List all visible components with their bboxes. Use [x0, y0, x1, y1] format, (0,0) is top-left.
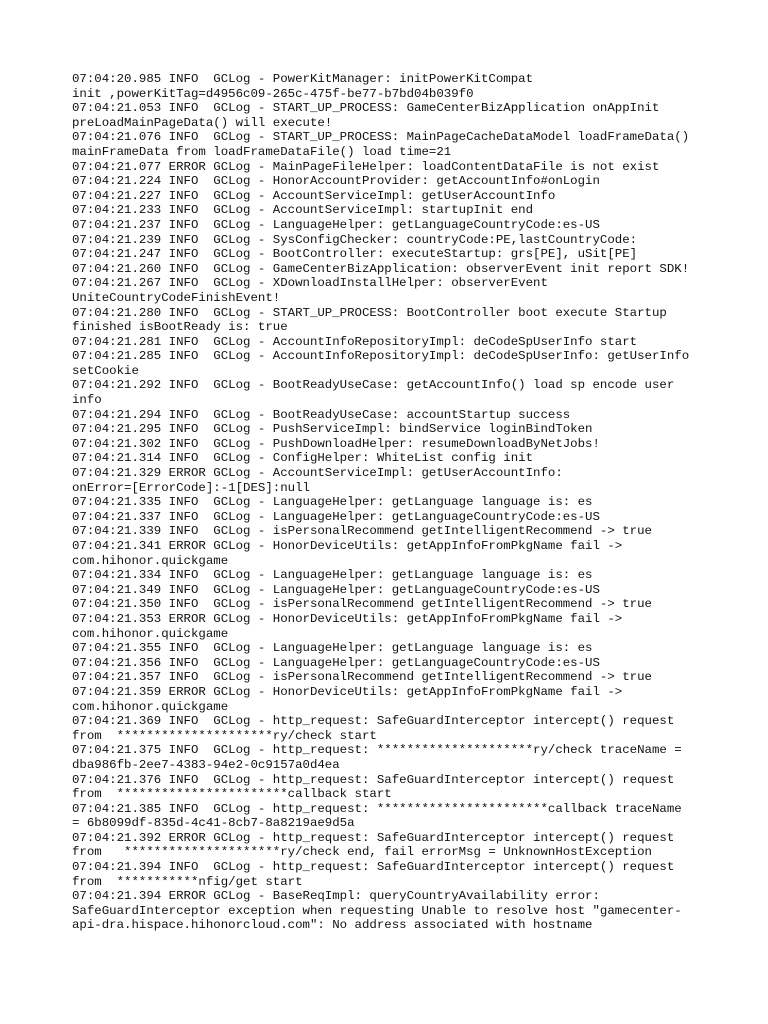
- log-line: 07:04:21.341 ERROR GCLog - HonorDeviceUtils: getAppInfoFromPkgName fail ->: [72, 539, 623, 553]
- log-line: 07:04:21.233 INFO GCLog - AccountServiceImpl: startupInit end: [72, 203, 534, 218]
- log-line: 07:04:20.985 INFO GCLog - PowerKitManager: initPowerKitCompat: [72, 72, 534, 86]
- log-line: 07:04:21.260 INFO GCLog - GameCenterBizApplication: observerEvent init report SDK!: [72, 261, 690, 276]
- log-line: 07:04:21.394 ERROR GCLog - BaseReqImpl: queryCountryAvailability error:: [72, 889, 600, 904]
- log-line: mainFrameData from loadFrameDataFile() load time=21: [72, 144, 452, 159]
- log-line: init ,powerKitTag=d4956c09-265c-475f-be77-b7bd04b039f0: [72, 86, 474, 101]
- log-line: 07:04:21.285 INFO GCLog - AccountInfoRepositoryImpl: deCodeSpUserInfo: getUserInfo: [72, 349, 690, 364]
- log-line: 07:04:21.224 INFO GCLog - HonorAccountProvider: getAccountInfo#onLogin: [72, 174, 600, 189]
- log-line: 07:04:21.227 INFO GCLog - AccountServiceImpl: getUserAccountInfo: [72, 188, 556, 203]
- log-line: dba986fb-2ee7-4383-94e2-0c9157a0d4ea: [72, 757, 340, 772]
- log-line: 07:04:21.314 INFO GCLog - ConfigHelper: WhiteList config init: [72, 451, 534, 466]
- log-line: 07:04:21.376 INFO GCLog - http_request: SafeGuardInterceptor intercept() request: [72, 772, 675, 787]
- log-line: 07:04:21.359 ERROR GCLog - HonorDeviceUtils: getAppInfoFromPkgName fail ->: [72, 684, 623, 699]
- log-line: from ***********nfig/get start: [72, 874, 303, 889]
- log-line: from *********************ry/check end, fail errorMsg = UnknownHostException: [72, 845, 652, 860]
- log-line: com.hihonor.quickgame: [72, 626, 229, 641]
- log-line: 07:04:21.353 ERROR GCLog - HonorDeviceUtils: getAppInfoFromPkgName fail ->: [72, 611, 623, 626]
- log-line: SafeGuardInterceptor exception when requesting Unable to resolve host "gamecenter-: [72, 903, 682, 918]
- log-line: api-dra.hispace.hihonorcloud.com": No address associated with hostname: [72, 918, 593, 933]
- log-line: onError=[ErrorCode]:-1[DES]:null: [72, 480, 310, 495]
- log-line: info: [72, 393, 102, 408]
- log-line: from *********************ry/check start: [72, 728, 377, 743]
- log-line: finished isBootReady is: true: [72, 320, 288, 335]
- log-line: 07:04:21.355 INFO GCLog - LanguageHelper: getLanguage language is: es: [72, 641, 593, 656]
- log-line: 07:04:21.392 ERROR GCLog - http_request: SafeGuardInterceptor intercept() request: [72, 830, 675, 845]
- log-line: 07:04:21.350 INFO GCLog - isPersonalRecommend getIntelligentRecommend -> true: [72, 597, 652, 612]
- log-line: 07:04:21.267 INFO GCLog - XDownloadInstallHelper: observerEvent: [72, 276, 548, 291]
- log-line: from ***********************callback start: [72, 787, 392, 802]
- log-line: 07:04:21.356 INFO GCLog - LanguageHelper: getLanguageCountryCode:es-US: [72, 655, 600, 670]
- log-line: 07:04:21.394 INFO GCLog - http_request: SafeGuardInterceptor intercept() request: [72, 860, 675, 875]
- log-line: com.hihonor.quickgame: [72, 553, 229, 568]
- log-line: 07:04:21.239 INFO GCLog - SysConfigChecker: countryCode:PE,lastCountryCode:: [72, 232, 638, 247]
- log-line: 07:04:21.339 INFO GCLog - isPersonalRecommend getIntelligentRecommend -> true: [72, 524, 652, 539]
- log-line: 07:04:21.337 INFO GCLog - LanguageHelper: getLanguageCountryCode:es-US: [72, 509, 600, 524]
- log-line: 07:04:21.281 INFO GCLog - AccountInfoRepositoryImpl: deCodeSpUserInfo start: [72, 334, 638, 349]
- log-line: 07:04:21.375 INFO GCLog - http_request: *********************ry/check traceName =: [72, 743, 682, 758]
- log-line: 07:04:21.295 INFO GCLog - PushServiceImpl: bindService loginBindToken: [72, 422, 593, 437]
- log-line: = 6b8099df-835d-4c41-8cb7-8a8219ae9d5a: [72, 816, 355, 831]
- log-line: 07:04:21.329 ERROR GCLog - AccountServiceImpl: getUserAccountInfo:: [72, 466, 563, 481]
- log-line: 07:04:21.247 INFO GCLog - BootController: executeStartup: grs[PE], uSit[PE]: [72, 247, 638, 262]
- log-line: 07:04:21.077 ERROR GCLog - MainPageFileHelper: loadContentDataFile is not exist: [72, 159, 660, 174]
- log-document: [72, 72, 712, 933]
- log-line: 07:04:21.349 INFO GCLog - LanguageHelper: getLanguageCountryCode:es-US: [72, 582, 600, 597]
- log-line: 07:04:21.385 INFO GCLog - http_request: ***********************callback traceName: [72, 801, 682, 816]
- log-line: UniteCountryCodeFinishEvent!: [72, 290, 281, 305]
- log-line: preLoadMainPageData() will execute!: [72, 115, 333, 130]
- log-line: 07:04:21.357 INFO GCLog - isPersonalRecommend getIntelligentRecommend -> true: [72, 670, 652, 685]
- log-line: 07:04:21.053 INFO GCLog - START_UP_PROCESS: GameCenterBizApplication onAppInit: [72, 101, 660, 116]
- log-line: 07:04:21.334 INFO GCLog - LanguageHelper: getLanguage language is: es: [72, 568, 593, 583]
- log-line: 07:04:21.302 INFO GCLog - PushDownloadHelper: resumeDownloadByNetJobs!: [72, 436, 600, 451]
- log-line: 07:04:21.294 INFO GCLog - BootReadyUseCase: accountStartup success: [72, 407, 571, 422]
- log-line: setCookie: [72, 363, 139, 378]
- log-line: 07:04:21.369 INFO GCLog - http_request: SafeGuardInterceptor intercept() request: [72, 714, 675, 729]
- log-line: 07:04:21.292 INFO GCLog - BootReadyUseCase: getAccountInfo() load sp encode user: [72, 378, 675, 393]
- log-line: 07:04:21.076 INFO GCLog - START_UP_PROCESS: MainPageCacheDataModel loadFrameData(): [72, 130, 690, 145]
- log-line: 07:04:21.335 INFO GCLog - LanguageHelper: getLanguage language is: es: [72, 495, 593, 510]
- log-line: 07:04:21.280 INFO GCLog - START_UP_PROCESS: BootController boot execute Startup: [72, 305, 667, 320]
- log-line: 07:04:21.237 INFO GCLog - LanguageHelper: getLanguageCountryCode:es-US: [72, 217, 600, 232]
- log-line: com.hihonor.quickgame: [72, 699, 229, 714]
